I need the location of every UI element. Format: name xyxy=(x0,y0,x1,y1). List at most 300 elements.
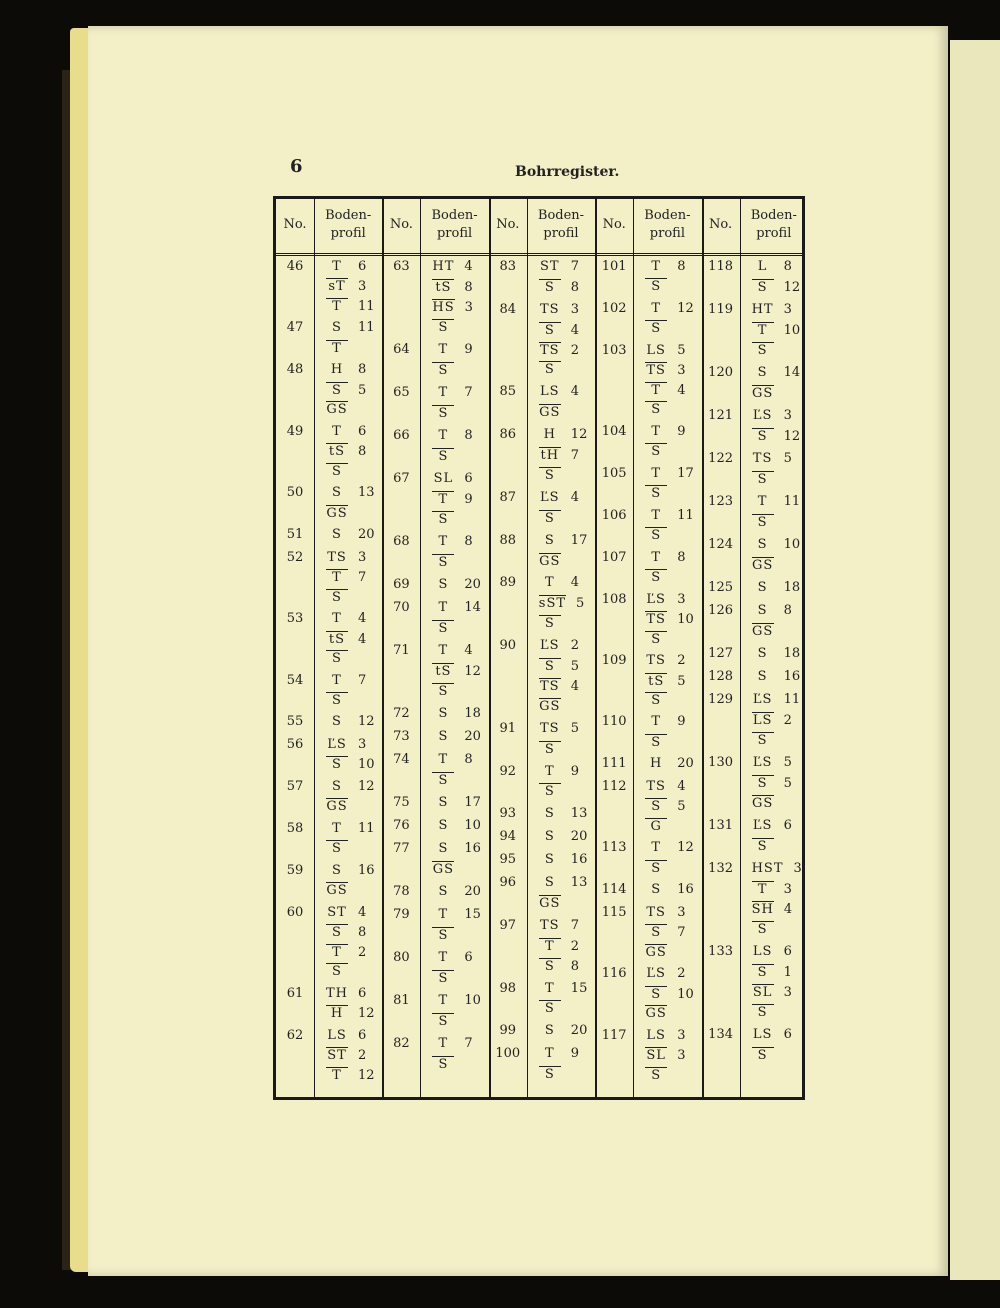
layer-thickness: 3 xyxy=(783,408,792,423)
soil-layer xyxy=(326,382,366,399)
soil-type: TS xyxy=(646,363,666,379)
soil-layer xyxy=(539,981,588,997)
soil-type: T xyxy=(651,423,662,439)
soil-layer xyxy=(432,841,481,857)
header-no: No. xyxy=(709,217,733,232)
layer-thickness: 18 xyxy=(783,580,801,595)
layer-thickness: 20 xyxy=(464,729,481,744)
layer-thickness: 2 xyxy=(677,966,686,982)
soil-type: S xyxy=(539,279,561,296)
layer-thickness: 5 xyxy=(576,596,585,612)
soil-type: S xyxy=(757,365,768,380)
soil-type: S xyxy=(752,775,774,792)
borehole-number: 117 xyxy=(601,1027,627,1043)
layer-thickness: 3 xyxy=(793,861,802,876)
layer-thickness: 12 xyxy=(783,429,801,444)
soil-layer xyxy=(432,299,473,316)
soil-type: S xyxy=(539,322,561,339)
borehole-number: 109 xyxy=(601,653,627,669)
soil-layer xyxy=(432,861,454,878)
soil-type: S xyxy=(332,778,342,794)
soil-type: S xyxy=(326,840,348,857)
soil-layer xyxy=(645,485,667,502)
soil-type: S xyxy=(645,485,667,502)
soil-layer xyxy=(539,918,579,934)
soil-type: T xyxy=(651,714,662,730)
soil-type: T xyxy=(544,575,555,591)
layer-thickness: 8 xyxy=(570,958,580,974)
running-title: Bohrregister. xyxy=(515,164,620,180)
soil-layer xyxy=(752,964,792,981)
soil-type: S xyxy=(326,963,348,980)
layer-thickness: 8 xyxy=(358,925,367,941)
soil-type: T xyxy=(432,491,454,508)
soil-layer xyxy=(326,963,348,980)
soil-layer xyxy=(432,884,481,900)
soil-type: S xyxy=(432,405,454,422)
soil-layer xyxy=(539,829,588,845)
header-no: No. xyxy=(602,217,626,232)
layer-thickness: 7 xyxy=(570,917,580,933)
soil-type: S xyxy=(539,658,561,675)
layer-thickness: 6 xyxy=(358,1027,367,1043)
borehole-number: 124 xyxy=(708,537,733,552)
soil-layer xyxy=(539,1000,561,1017)
soil-type: S xyxy=(752,1004,774,1021)
layer-thickness: 2 xyxy=(677,653,686,669)
layer-thickness: 8 xyxy=(358,362,367,378)
soil-layer xyxy=(432,259,472,275)
borehole-number: 48 xyxy=(286,362,304,378)
soil-layer xyxy=(645,1047,685,1064)
soil-layer xyxy=(539,427,588,443)
soil-layer xyxy=(432,706,481,722)
layer-thickness: 4 xyxy=(570,678,580,694)
soil-layer xyxy=(539,1046,579,1062)
soil-type: TH xyxy=(326,985,349,1001)
layer-thickness: 5 xyxy=(677,799,686,815)
soil-type: GS xyxy=(539,895,561,911)
borehole-number: 71 xyxy=(393,643,410,658)
borehole-number: 123 xyxy=(708,494,733,509)
borehole-number: 67 xyxy=(393,471,410,486)
borehole-number: 68 xyxy=(393,534,410,549)
soil-layer xyxy=(326,298,375,315)
layer-thickness: 3 xyxy=(677,904,686,920)
layer-thickness: 3 xyxy=(358,736,367,752)
soil-type: LS xyxy=(327,1027,347,1043)
layer-thickness: 3 xyxy=(677,1027,686,1043)
borehole-number: 96 xyxy=(499,875,517,891)
soil-layer xyxy=(326,527,375,543)
borehole-number: 80 xyxy=(393,950,410,965)
soil-type: T xyxy=(438,643,449,658)
soil-layer xyxy=(645,734,667,751)
soil-layer xyxy=(645,424,685,440)
layer-thickness: 8 xyxy=(464,534,473,549)
layer-thickness: 17 xyxy=(464,795,481,810)
soil-layer xyxy=(326,673,366,689)
soil-type: S xyxy=(752,921,774,938)
soil-type: G xyxy=(645,818,667,835)
soil-type: S xyxy=(651,882,662,898)
soil-layer xyxy=(645,508,694,524)
soil-type: S xyxy=(438,729,449,744)
soil-type: tS xyxy=(432,279,454,296)
soil-layer xyxy=(539,958,579,975)
soil-layer xyxy=(432,643,472,659)
soil-layer xyxy=(645,382,685,399)
layer-thickness: 11 xyxy=(358,298,375,314)
layer-thickness: 12 xyxy=(358,1067,375,1083)
borehole-number: 126 xyxy=(708,603,733,618)
soil-layer xyxy=(432,279,472,296)
soil-type: S xyxy=(438,841,449,856)
layer-thickness: 10 xyxy=(464,993,481,1008)
soil-layer xyxy=(432,620,454,637)
soil-layer xyxy=(432,600,481,616)
soil-layer xyxy=(326,1028,366,1044)
borehole-number: 114 xyxy=(601,882,627,898)
soil-type: S xyxy=(438,884,449,899)
layer-thickness: 7 xyxy=(570,448,580,464)
soil-layer xyxy=(432,319,454,336)
soil-layer xyxy=(326,611,366,627)
borehole-number: 86 xyxy=(499,427,517,443)
soil-type: GS xyxy=(751,796,774,811)
soil-type: ST xyxy=(540,259,560,274)
soil-layer xyxy=(752,818,792,834)
soil-layer xyxy=(539,279,579,296)
soil-layer xyxy=(326,692,348,709)
layer-thickness: 3 xyxy=(358,549,367,565)
soil-type: TS xyxy=(540,301,560,317)
layer-thickness: 7 xyxy=(677,925,686,941)
soil-layer xyxy=(326,589,348,606)
soil-layer xyxy=(752,451,792,467)
soil-layer xyxy=(539,658,579,675)
layer-thickness: 10 xyxy=(358,757,375,773)
soil-type: T xyxy=(438,342,449,357)
soil-layer xyxy=(326,650,348,667)
soil-type: tS xyxy=(326,631,348,648)
header-no: No. xyxy=(283,217,307,232)
soil-type: S xyxy=(752,342,774,359)
borehole-number: 111 xyxy=(601,756,627,772)
layer-thickness: 4 xyxy=(358,631,367,647)
soil-type: S xyxy=(539,1000,561,1017)
layer-thickness: 8 xyxy=(464,280,473,295)
layer-thickness: 20 xyxy=(570,829,588,845)
soil-type: T xyxy=(326,569,348,586)
soil-type: T xyxy=(752,881,774,898)
soil-layer xyxy=(432,534,472,550)
soil-layer xyxy=(539,259,579,275)
soil-type: LS xyxy=(646,1027,666,1043)
soil-layer xyxy=(539,638,579,654)
soil-layer xyxy=(432,950,472,966)
soil-type: S xyxy=(645,1067,667,1084)
soil-type: tS xyxy=(326,443,348,460)
soil-type: S xyxy=(752,838,774,855)
soil-layer xyxy=(752,557,774,574)
soil-layer xyxy=(539,615,561,632)
soil-type: T xyxy=(438,907,449,922)
layer-thickness: 7 xyxy=(358,570,367,586)
layer-thickness: 4 xyxy=(464,259,473,274)
layer-thickness: 16 xyxy=(677,882,694,898)
borehole-number: 125 xyxy=(708,580,733,595)
borehole-number: 100 xyxy=(495,1046,521,1062)
soil-type: ST xyxy=(327,1048,347,1064)
soil-layer xyxy=(752,775,792,792)
soil-type: tS xyxy=(432,663,454,680)
soil-type: S xyxy=(432,970,454,987)
soil-type: S xyxy=(326,924,348,941)
layer-thickness: 3 xyxy=(677,363,686,379)
borehole-number: 82 xyxy=(393,1036,410,1051)
soil-layer xyxy=(326,840,348,857)
soil-type: H xyxy=(650,756,663,772)
layer-thickness: 4 xyxy=(677,778,686,794)
soil-type: GS xyxy=(539,405,561,421)
borehole-number: 84 xyxy=(499,301,517,317)
soil-type: T xyxy=(752,322,774,339)
soil-layer xyxy=(326,798,348,815)
layer-thickness: 8 xyxy=(464,752,473,767)
soil-layer xyxy=(539,721,579,737)
soil-type: T xyxy=(438,950,449,965)
layer-thickness: 7 xyxy=(570,259,580,274)
borehole-number: 55 xyxy=(286,714,304,730)
borehole-number: 78 xyxy=(393,884,410,899)
soil-type: GS xyxy=(539,698,561,714)
soil-layer xyxy=(326,340,348,357)
soil-type: S xyxy=(757,669,768,684)
layer-thickness: 8 xyxy=(358,444,367,460)
soil-layer xyxy=(432,362,454,379)
borehole-number: 99 xyxy=(499,1023,517,1039)
soil-layer xyxy=(645,569,667,586)
borehole-register-table xyxy=(273,196,805,1100)
soil-layer xyxy=(326,443,366,460)
soil-type: TS xyxy=(327,549,347,565)
layer-thickness: 2 xyxy=(783,713,792,728)
layer-thickness: 3 xyxy=(464,300,473,315)
layer-thickness: 16 xyxy=(783,669,801,684)
soil-type: S xyxy=(544,1023,555,1039)
soil-layer xyxy=(326,944,366,961)
borehole-number: 76 xyxy=(393,818,410,833)
soil-type: S xyxy=(432,620,454,637)
borehole-number: 94 xyxy=(499,829,517,845)
soil-type: S xyxy=(539,958,561,975)
soil-layer xyxy=(752,838,774,855)
layer-thickness: 16 xyxy=(570,852,588,868)
soil-layer xyxy=(432,471,472,487)
soil-layer xyxy=(432,491,472,508)
layer-thickness: 16 xyxy=(358,862,375,878)
layer-thickness: 6 xyxy=(464,471,473,486)
header-bodenprofil: Boden- profil xyxy=(750,208,797,241)
soil-layer xyxy=(432,554,454,571)
layer-thickness: 10 xyxy=(783,323,801,338)
layer-thickness: 5 xyxy=(570,659,580,675)
soil-layer xyxy=(539,938,579,955)
soil-layer xyxy=(645,779,685,795)
soil-layer xyxy=(326,631,366,648)
soil-layer xyxy=(645,673,685,690)
soil-layer xyxy=(539,322,579,339)
borehole-number: 85 xyxy=(499,384,517,400)
header-bodenprofil: Boden- profil xyxy=(644,208,691,241)
layer-thickness: 18 xyxy=(464,706,481,721)
soil-layer xyxy=(752,861,802,877)
borehole-number: 112 xyxy=(601,778,627,794)
layer-thickness: 3 xyxy=(358,279,367,295)
soil-type: T xyxy=(651,465,662,481)
soil-layer xyxy=(752,537,801,553)
soil-layer xyxy=(432,818,481,834)
soil-layer xyxy=(432,1036,472,1052)
soil-layer xyxy=(645,278,667,295)
soil-type: SL xyxy=(646,1048,666,1064)
soil-type: S xyxy=(326,756,348,773)
soil-layer xyxy=(645,924,685,941)
soil-layer xyxy=(645,692,667,709)
layer-thickness: 4 xyxy=(783,902,793,917)
soil-type: ĽS xyxy=(540,489,560,505)
soil-layer xyxy=(539,698,561,715)
soil-type: T xyxy=(332,820,342,836)
soil-type: S xyxy=(438,577,449,592)
soil-layer xyxy=(645,1067,667,1084)
soil-layer xyxy=(752,1027,792,1043)
no-profil-divider xyxy=(633,199,634,1097)
layer-thickness: 10 xyxy=(677,986,694,1002)
page-number: 6 xyxy=(290,156,303,177)
layer-thickness: 15 xyxy=(570,980,588,996)
soil-layer xyxy=(432,448,454,465)
borehole-number: 101 xyxy=(601,259,627,274)
soil-layer xyxy=(539,806,588,822)
layer-thickness: 13 xyxy=(570,875,588,891)
borehole-number: 115 xyxy=(601,904,627,920)
soil-type: T xyxy=(651,840,662,856)
soil-layer xyxy=(752,984,792,1001)
layer-thickness: 17 xyxy=(570,532,588,548)
borehole-number: 89 xyxy=(499,575,517,591)
soil-type: S xyxy=(539,615,561,632)
header-no: No. xyxy=(389,217,413,232)
soil-type: S xyxy=(544,852,555,868)
soil-layer xyxy=(752,342,774,359)
layer-thickness: 20 xyxy=(358,527,375,543)
layer-thickness: 4 xyxy=(358,611,367,627)
soil-layer xyxy=(432,1013,454,1030)
layer-thickness: 16 xyxy=(464,841,481,856)
soil-layer xyxy=(539,1023,588,1039)
soil-layer xyxy=(326,986,366,1002)
soil-layer xyxy=(752,279,801,296)
soil-layer xyxy=(752,365,801,381)
borehole-number: 61 xyxy=(286,985,304,1001)
soil-layer xyxy=(539,302,579,318)
soil-layer xyxy=(326,463,348,480)
borehole-number: 107 xyxy=(601,549,627,565)
soil-type: T xyxy=(332,423,342,439)
soil-type: LS xyxy=(752,713,773,728)
layer-thickness: 5 xyxy=(677,673,686,689)
layer-thickness: 7 xyxy=(464,1036,473,1051)
soil-type: S xyxy=(645,734,667,751)
soil-type: S xyxy=(757,537,768,552)
borehole-number: 59 xyxy=(286,862,304,878)
soil-type: ĽS xyxy=(752,755,773,770)
layer-thickness: 6 xyxy=(358,259,367,274)
soil-type: S xyxy=(432,554,454,571)
soil-layer xyxy=(752,259,792,275)
soil-layer xyxy=(432,729,481,745)
layer-thickness: 11 xyxy=(358,320,375,336)
soil-layer xyxy=(539,553,561,570)
soil-type: T xyxy=(651,259,662,274)
borehole-number: 106 xyxy=(601,507,627,523)
layer-thickness: 3 xyxy=(783,302,792,317)
soil-type: S xyxy=(326,382,348,399)
column-divider xyxy=(595,199,597,1097)
soil-layer xyxy=(752,302,792,318)
soil-type: GS xyxy=(326,883,348,899)
soil-type: S xyxy=(645,986,667,1003)
soil-type: GS xyxy=(326,505,348,521)
soil-type: LS xyxy=(752,1027,773,1042)
soil-layer xyxy=(539,510,561,527)
soil-layer xyxy=(752,514,774,531)
layer-thickness: 8 xyxy=(570,279,580,295)
soil-type: ĽS xyxy=(752,408,773,423)
layer-thickness: 9 xyxy=(677,714,686,730)
borehole-number: 51 xyxy=(286,527,304,543)
soil-layer xyxy=(539,595,585,612)
soil-type: S xyxy=(539,741,561,758)
soil-type: S xyxy=(645,860,667,877)
soil-layer xyxy=(326,401,348,418)
soil-layer xyxy=(539,875,588,891)
soil-layer xyxy=(539,895,561,912)
layer-thickness: 4 xyxy=(570,322,580,338)
soil-type: TS xyxy=(646,904,666,920)
layer-thickness: 8 xyxy=(464,428,473,443)
borehole-number: 73 xyxy=(393,729,410,744)
layer-thickness: 3 xyxy=(570,301,580,317)
soil-type: T xyxy=(326,298,348,315)
soil-layer xyxy=(539,404,561,421)
borehole-number: 88 xyxy=(499,532,517,548)
soil-layer xyxy=(326,1005,375,1022)
soil-type: S xyxy=(438,706,449,721)
soil-layer xyxy=(432,405,454,422)
soil-layer xyxy=(645,443,667,460)
soil-layer xyxy=(752,692,801,708)
soil-layer xyxy=(326,1067,375,1084)
borehole-number: 56 xyxy=(286,736,304,752)
soil-layer xyxy=(752,712,792,729)
soil-type: T xyxy=(438,534,449,549)
layer-thickness: 6 xyxy=(783,944,792,959)
soil-type: S xyxy=(432,772,454,789)
soil-layer xyxy=(432,1056,454,1073)
